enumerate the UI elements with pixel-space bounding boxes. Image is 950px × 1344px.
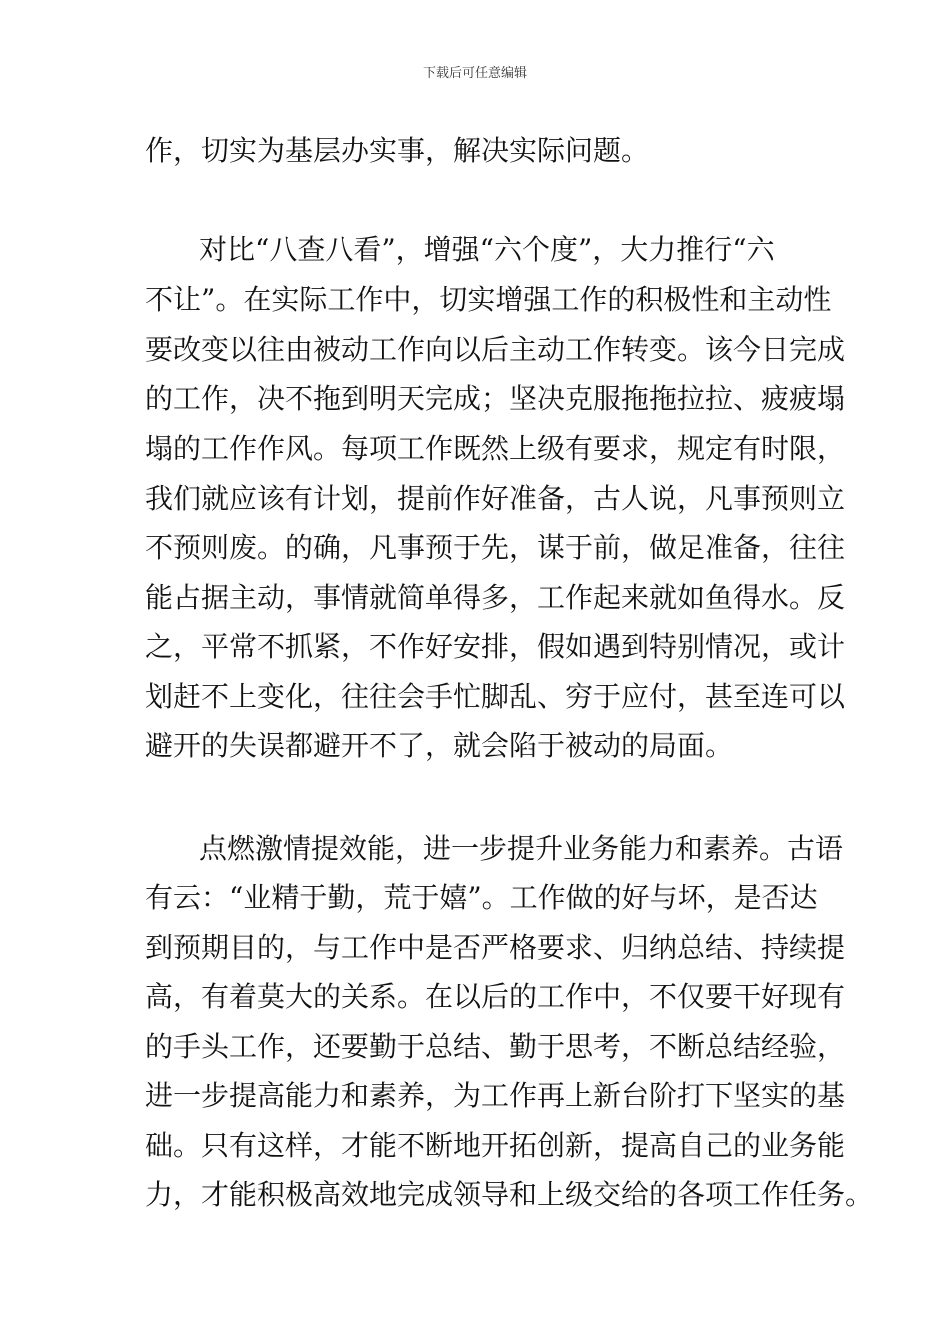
paragraph-3-line-8: 力，才能积极高效地完成领导和上级交给的各项工作任务。 [145,1178,874,1211]
paragraph-2-line-3: 要改变以往由被动工作向以后主动工作转变。该今日完成 [145,333,846,366]
paragraph-1-line-1: 作，切实为基层办实事，解决实际问题。 [145,134,650,167]
paragraph-2-line-2: 不让”。在实际工作中，切实增强工作的积极性和主动性 [145,283,832,316]
paragraph-2-line-6: 我们就应该有计划，提前作好准备，古人说，凡事预则立 [145,482,846,515]
paragraph-2-line-5: 塌的工作作风。每项工作既然上级有要求，规定有时限， [145,432,846,465]
paragraph-3-line-4: 高，有着莫大的关系。在以后的工作中，不仅要干好现有 [145,980,846,1013]
paragraph-2-line-9: 之，平常不抓紧，不作好安排，假如遇到特别情况，或计 [145,630,846,663]
paragraph-2-line-1: 对比“八查八看”，增强“六个度”，大力推行“六 [199,233,775,266]
paragraph-3-line-1: 点燃激情提效能，进一步提升业务能力和素养。古语 [199,832,844,865]
paragraph-2-line-7: 不预则废。的确，凡事预于先，谋于前，做足准备，往往 [145,531,846,564]
paragraph-3-line-3: 到预期目的，与工作中是否严格要求、归纳总结、持续提 [145,931,846,964]
paragraph-2-line-11: 避开的失误都避开不了，就会陷于被动的局面。 [145,729,734,762]
paragraph-2-line-10: 划赶不上变化，往往会手忙脚乱、穷于应付，甚至连可以 [145,680,846,713]
paragraph-3-line-5: 的手头工作，还要勤于总结、勤于思考，不断总结经验， [145,1030,846,1063]
paragraph-3-line-7: 础。只有这样，才能不断地开拓创新，提高自己的业务能 [145,1129,846,1162]
paragraph-2-line-8: 能占据主动，事情就简单得多，工作起来就如鱼得水。反 [145,581,846,614]
paragraph-3-line-6: 进一步提高能力和素养，为工作再上新台阶打下坚实的基 [145,1079,846,1112]
paragraph-2-line-4: 的工作，决不拖到明天完成；坚决克服拖拖拉拉、疲疲塌 [145,382,846,415]
page-header: 下载后可任意编辑 [422,66,527,81]
paragraph-3-line-2: 有云：“业精于勤，荒于嬉”。工作做的好与坏，是否达 [145,881,818,914]
